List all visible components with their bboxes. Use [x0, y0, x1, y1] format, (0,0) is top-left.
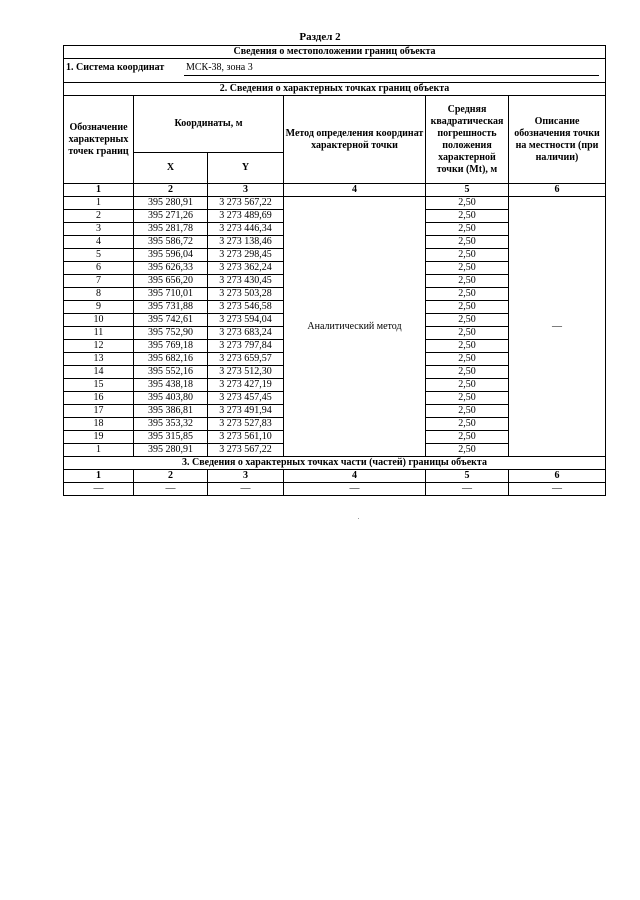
point-y: 3 273 362,24 [208, 262, 284, 275]
point-accuracy: 2,50 [426, 444, 509, 457]
header-point-designation: Обозначение характерных точек границ [64, 96, 134, 184]
point-accuracy: 2,50 [426, 301, 509, 314]
point-number: 18 [64, 418, 134, 431]
point-y: 3 273 457,45 [208, 392, 284, 405]
point-x: 395 353,32 [134, 418, 208, 431]
column-number: 1 [64, 470, 134, 483]
column-number: 4 [284, 470, 426, 483]
point-y: 3 273 298,45 [208, 249, 284, 262]
part-empty-row [64, 483, 606, 496]
point-y: 3 273 427,19 [208, 379, 284, 392]
empty-cell: — [208, 483, 284, 496]
point-x: 395 752,90 [134, 327, 208, 340]
header-coordinates: Координаты, м [134, 96, 284, 153]
point-y: 3 273 138,46 [208, 236, 284, 249]
point-accuracy: 2,50 [426, 236, 509, 249]
point-accuracy: 2,50 [426, 223, 509, 236]
point-x: 395 682,16 [134, 353, 208, 366]
point-number: 10 [64, 314, 134, 327]
part-section-heading: 3. Сведения о характерных точках части (частей) границы объекта [64, 457, 606, 470]
section-title: Раздел 2 [299, 31, 341, 43]
column-number: 5 [426, 184, 509, 197]
point-y: 3 273 561,10 [208, 431, 284, 444]
point-y: 3 273 683,24 [208, 327, 284, 340]
method-cell: Аналитический метод [284, 197, 426, 457]
point-accuracy: 2,50 [426, 275, 509, 288]
point-number: 19 [64, 431, 134, 444]
point-accuracy: 2,50 [426, 379, 509, 392]
point-y: 3 273 797,84 [208, 340, 284, 353]
coord-system-value: МСК-38, зона 3 [186, 62, 253, 73]
point-x: 395 280,91 [134, 197, 208, 210]
point-accuracy: 2,50 [426, 197, 509, 210]
point-x: 395 710,01 [134, 288, 208, 301]
point-accuracy: 2,50 [426, 262, 509, 275]
column-number: 1 [64, 184, 134, 197]
point-x: 395 281,78 [134, 223, 208, 236]
header-description: Описание обозначения точки на местности (при наличии) [509, 96, 606, 184]
point-x: 395 403,80 [134, 392, 208, 405]
empty-cell: — [64, 483, 134, 496]
point-number: 4 [64, 236, 134, 249]
point-x: 395 656,20 [134, 275, 208, 288]
point-x: 395 596,04 [134, 249, 208, 262]
point-number: 14 [64, 366, 134, 379]
header-method: Метод определения координат характерной точки [284, 96, 426, 184]
point-x: 395 280,91 [134, 444, 208, 457]
column-number: 3 [208, 184, 284, 197]
coord-system-underline [184, 75, 599, 76]
column-number: 6 [509, 470, 606, 483]
point-number: 17 [64, 405, 134, 418]
point-number: 1 [64, 444, 134, 457]
point-y: 3 273 567,22 [208, 197, 284, 210]
point-x: 395 731,88 [134, 301, 208, 314]
point-x: 395 315,85 [134, 431, 208, 444]
column-number: 6 [509, 184, 606, 197]
point-x: 395 742,61 [134, 314, 208, 327]
point-y: 3 273 567,22 [208, 444, 284, 457]
point-number: 11 [64, 327, 134, 340]
point-x: 395 271,26 [134, 210, 208, 223]
point-number: 16 [64, 392, 134, 405]
coord-system-row [64, 59, 606, 83]
point-accuracy: 2,50 [426, 418, 509, 431]
point-number: 5 [64, 249, 134, 262]
point-accuracy: 2,50 [426, 353, 509, 366]
description-cell: — [509, 197, 606, 457]
point-y: 3 273 489,69 [208, 210, 284, 223]
main-heading: Сведения о местоположении границ объекта [64, 46, 606, 59]
point-y: 3 273 659,57 [208, 353, 284, 366]
column-number: 5 [426, 470, 509, 483]
point-accuracy: 2,50 [426, 314, 509, 327]
point-number: 7 [64, 275, 134, 288]
point-number: 8 [64, 288, 134, 301]
empty-cell: — [509, 483, 606, 496]
point-number: 2 [64, 210, 134, 223]
point-accuracy: 2,50 [426, 288, 509, 301]
point-number: 6 [64, 262, 134, 275]
coord-system-label: 1. Система координат [66, 62, 165, 73]
column-number: 2 [134, 470, 208, 483]
empty-cell: — [426, 483, 509, 496]
boundary-table [63, 45, 606, 496]
point-number: 9 [64, 301, 134, 314]
point-number: 1 [64, 197, 134, 210]
point-y: 3 273 527,83 [208, 418, 284, 431]
header-y: Y [208, 153, 284, 184]
table-row [64, 197, 606, 210]
point-accuracy: 2,50 [426, 340, 509, 353]
points-section-heading: 2. Сведения о характерных точках границ объекта [64, 83, 606, 96]
point-number: 13 [64, 353, 134, 366]
point-y: 3 273 430,45 [208, 275, 284, 288]
header-x: X [134, 153, 208, 184]
point-number: 15 [64, 379, 134, 392]
point-x: 395 586,72 [134, 236, 208, 249]
point-x: 395 769,18 [134, 340, 208, 353]
point-y: 3 273 512,30 [208, 366, 284, 379]
column-number: 2 [134, 184, 208, 197]
point-y: 3 273 491,94 [208, 405, 284, 418]
point-y: 3 273 594,04 [208, 314, 284, 327]
point-y: 3 273 503,28 [208, 288, 284, 301]
point-accuracy: 2,50 [426, 366, 509, 379]
column-number: 4 [284, 184, 426, 197]
point-x: 395 438,18 [134, 379, 208, 392]
point-accuracy: 2,50 [426, 327, 509, 340]
point-accuracy: 2,50 [426, 249, 509, 262]
point-x: 395 386,81 [134, 405, 208, 418]
scan-speck [358, 518, 359, 519]
point-x: 395 626,33 [134, 262, 208, 275]
part-column-number-row [64, 470, 606, 483]
empty-cell: — [284, 483, 426, 496]
point-number: 12 [64, 340, 134, 353]
point-accuracy: 2,50 [426, 431, 509, 444]
point-y: 3 273 446,34 [208, 223, 284, 236]
point-accuracy: 2,50 [426, 392, 509, 405]
point-x: 395 552,16 [134, 366, 208, 379]
column-number-row [64, 184, 606, 197]
point-accuracy: 2,50 [426, 405, 509, 418]
point-number: 3 [64, 223, 134, 236]
point-y: 3 273 546,58 [208, 301, 284, 314]
column-number: 3 [208, 470, 284, 483]
point-accuracy: 2,50 [426, 210, 509, 223]
empty-cell: — [134, 483, 208, 496]
header-accuracy: Средняя квадратическая погрешность положения характерной точки (Mt), м [426, 96, 509, 184]
